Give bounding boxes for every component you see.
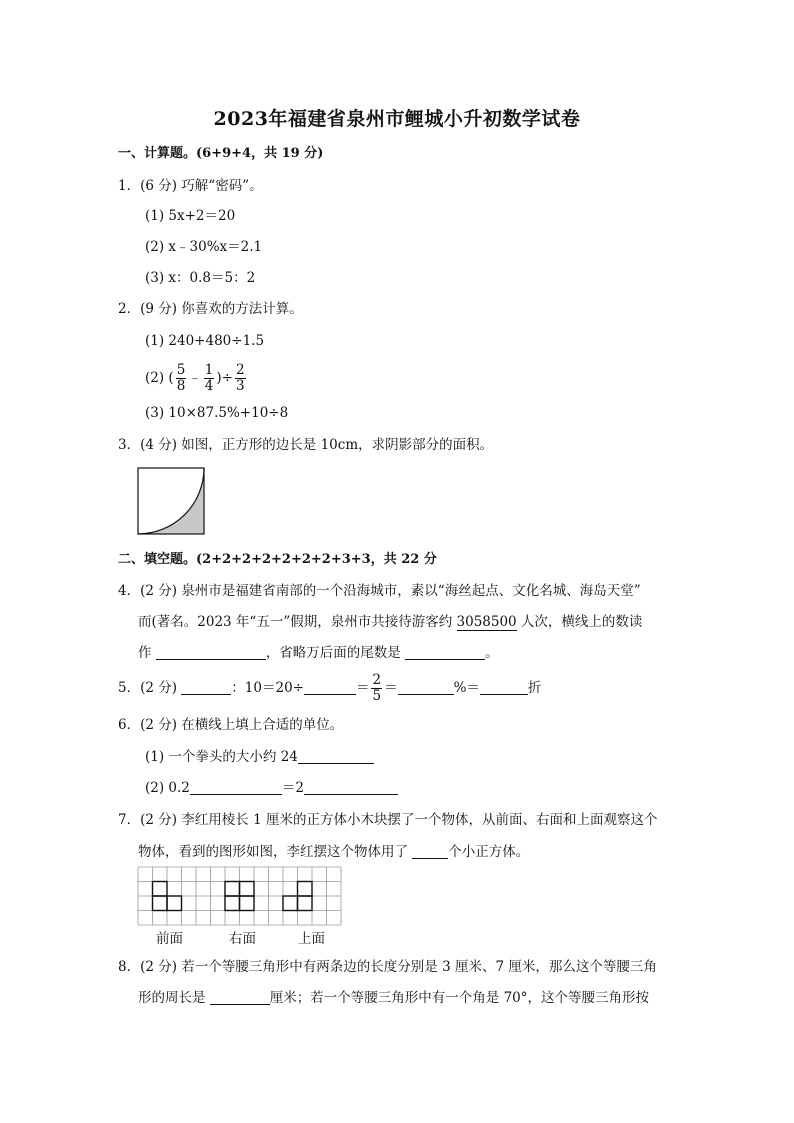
fraction-2-5: $\frac{2}{5}$ [372,672,382,704]
q6-part1: (1) 一个拳头的大小约 24 [145,748,374,766]
section-2-heading: 二、填空题。(2+2+2+2+2+2+2+3+3，共 22 分 [118,552,437,567]
answer-blank[interactable] [190,780,282,795]
answer-blank[interactable] [405,645,485,660]
view-shape-2 [225,882,254,911]
view-label-front: 前面 [156,931,183,947]
q5-line: 5．(2 分) ：10＝20÷ ＝ $\frac{2}{5}$ ＝ %＝ 折 [118,672,542,704]
q2-part1: (1) 240+480÷1.5 [145,333,265,349]
answer-blank[interactable] [156,645,266,660]
fraction-2-3: $\frac{2}{3}$ [235,362,245,394]
fraction-1-4: $\frac{1}{4}$ [204,362,214,394]
answer-blank[interactable] [181,680,231,695]
answer-blank[interactable] [304,680,356,695]
q6-stem: 6．(2 分) 在横线上填上合适的单位。 [118,717,344,733]
answer-blank[interactable] [480,680,528,695]
q4-line2: 而(著名。2023 年“五一”假期，泉州市共接待游客约 3058500 人次，横线上的数读 [138,614,643,630]
q7-line1: 7．(2 分) 李红用棱长 1 厘米的正方体小木块摆了一个物体，从前面、右面和上面观察这个 [118,812,658,828]
q4-line1: 4．(2 分) 泉州市是福建省南部的一个沿海城市，素以“海丝起点、文化名城、海岛天堂” [118,583,641,599]
q2-part3: (3) 10×87.5%+10÷8 [145,405,289,421]
fraction-5-8: $\frac{5}{8}$ [176,362,186,394]
page-title: 2023年福建省泉州市鲤城小升初数学试卷 [213,108,581,130]
q1-part2: (2) x﹣30%x＝2.1 [145,239,263,255]
square-shaded-figure [137,467,205,535]
answer-blank[interactable] [304,780,398,795]
q2-stem: 2．(9 分) 你喜欢的方法计算。 [118,301,303,317]
q1-stem: 1．(6 分) 巧解“密码”。 [118,178,263,194]
three-view-grid-figure [137,866,347,928]
answer-blank[interactable] [298,749,374,764]
answer-blank[interactable] [398,680,454,695]
q2-part2: (2) ( $\frac{5}{8}$ ﹣ $\frac{1}{4}$ )÷ $\frac{2}{3}$ [145,362,245,394]
q7-line2: 物体，看到的图形如图，李红摆这个物体用了 个小正方体。 [138,844,530,860]
answer-blank[interactable] [210,990,270,1005]
view-shape-3 [283,882,312,911]
view-label-top: 上面 [298,931,325,947]
q3-stem: 3．(4 分) 如图，正方形的边长是 10cm，求阴影部分的面积。 [118,437,494,453]
q1-part1: (1) 5x+2＝20 [145,208,236,224]
q4-line3: 作 ，省略万后面的尾数是 。 [138,645,499,661]
q1-part3: (3) x：0.8＝5：2 [145,270,256,286]
q8-line2: 形的周长是 厘米；若一个等腰三角形中有一个角是 70°，这个等腰三角形按 [138,990,650,1006]
section-1-heading: 一、计算题。(6+9+4，共 19 分) [118,146,324,161]
underlined-number: 3058500 [456,614,517,630]
q6-part2: (2) 0.2 ＝2 [145,779,398,797]
view-label-right: 右面 [229,931,256,947]
answer-blank[interactable] [412,844,448,859]
q8-line1: 8．(2 分) 若一个等腰三角形中有两条边的长度分别是 3 厘米、7 厘米，那么这个等腰三角 [118,959,657,975]
view-shape-1 [153,882,182,911]
